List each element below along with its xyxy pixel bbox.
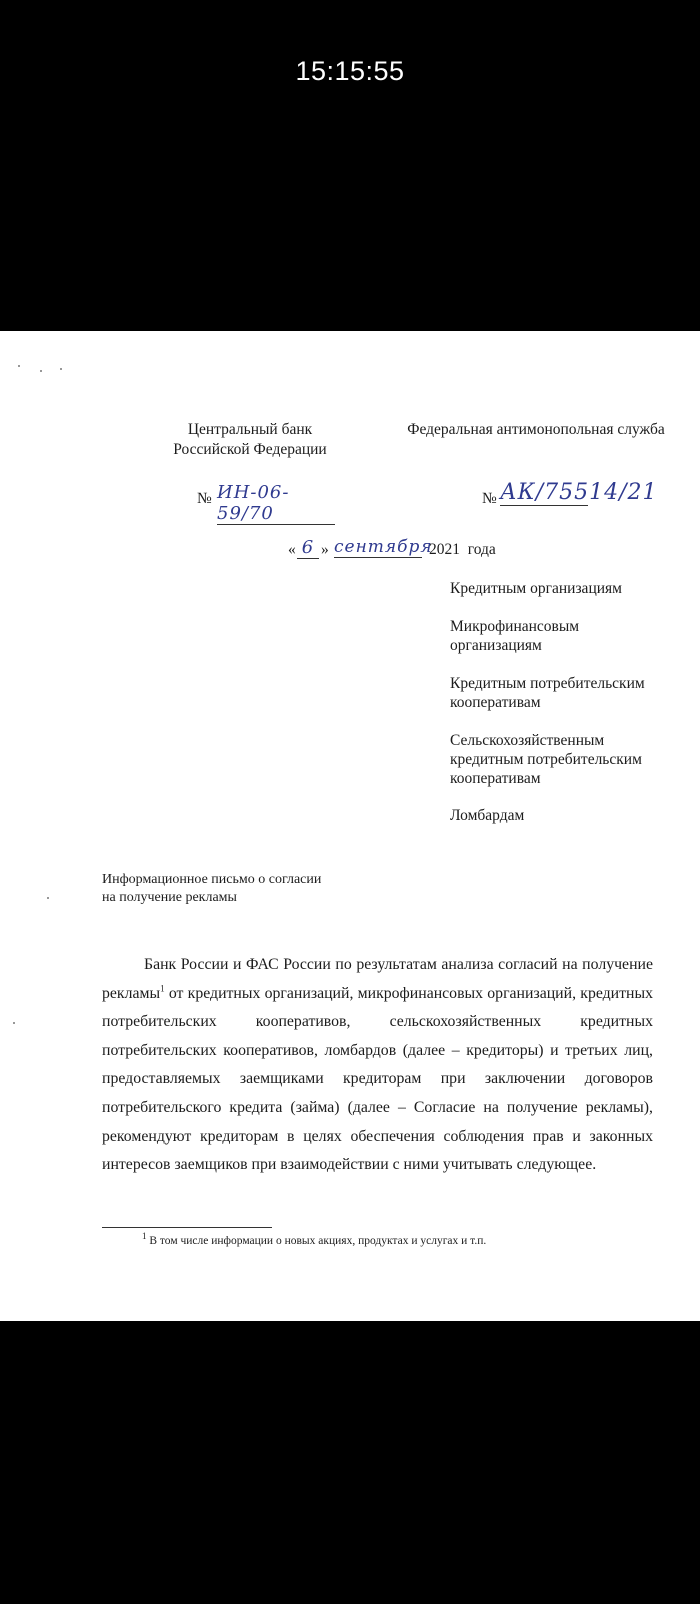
recipient-microfinance — [450, 617, 579, 655]
body-text-before-footnote: Банк России и ФАС России по результатам анализа согласий на получение рекламы — [102, 956, 653, 1002]
document-date — [288, 537, 528, 565]
recipient-pawnshops — [450, 806, 524, 825]
body-paragraph — [102, 951, 653, 1180]
recipient-line: Сельскохозяйственным — [450, 732, 605, 749]
footnote-reference: 1 — [160, 983, 165, 994]
right-organization-header: Федеральная антимонопольная служба — [407, 421, 665, 438]
left-org-line-1: Центральный банк — [187, 421, 313, 438]
document-page — [0, 331, 700, 1321]
recipient-line: кооперативам — [450, 694, 541, 711]
right-number-handwritten: АК/75514/21 — [500, 480, 658, 505]
scan-speck — [13, 1022, 15, 1024]
footnote-separator — [102, 1227, 272, 1228]
number-sign: № — [197, 490, 212, 507]
footnote-number: 1 — [142, 1231, 147, 1242]
footnote — [142, 1231, 662, 1247]
left-org-line-2: Российской Федерации — [173, 441, 327, 458]
date-year: 2021 года — [429, 541, 496, 558]
recipient-credit-cooperatives — [450, 674, 645, 712]
date-open-quote: « — [288, 541, 296, 558]
letter-body — [102, 951, 653, 1180]
recipient-line: Кредитным организациям — [450, 580, 622, 597]
date-day-handwritten: 6 — [297, 537, 319, 559]
scan-speck — [18, 365, 20, 367]
left-organization-header — [150, 420, 350, 460]
right-document-number — [482, 478, 662, 514]
recipient-line: Микрофинансовым — [450, 618, 580, 635]
letter-subject — [102, 871, 362, 907]
body-text-after-footnote: от кредитных организаций, микрофинансовых организаций, кредитных потребительских кооперативов, сельскохозяйственных кредитных потребительских кооперативов, ломбардов (далее – кредиторы) и третьих лиц, предоставляемых заемщиками кредиторам при заключении договоров потребительского кредита (займа) (далее – Согласие на получение рекламы), рекомендуют кредиторам в целях обеспечения соблюдения прав и законных интересов заемщиков при взаимодействии с ними учитывать следующее. — [102, 984, 653, 1174]
scan-speck — [40, 370, 42, 372]
subject-line: на получение рекламы — [102, 890, 237, 905]
scan-speck — [47, 897, 49, 899]
number-sign: № — [482, 490, 497, 507]
date-month-handwritten: сентября — [334, 537, 433, 557]
recipient-line: организациям — [450, 637, 542, 654]
recipient-agricultural-cooperatives — [450, 731, 642, 788]
scan-speck — [60, 368, 62, 370]
date-close-quote: » — [321, 541, 329, 558]
recipient-line: Кредитным потребительским — [450, 675, 645, 692]
subject-line: Информационное письмо о согласии — [102, 872, 322, 887]
footnote-text: В том числе информации о новых акциях, продуктах и услугах и т.п. — [146, 1235, 487, 1247]
recipient-line: кооперативам — [450, 770, 541, 787]
status-bar-time: 15:15:55 — [295, 56, 405, 86]
recipient-credit-organizations — [450, 579, 622, 598]
recipient-line: Ломбардам — [450, 807, 525, 824]
left-document-number — [197, 482, 347, 524]
recipient-line: кредитным потребительским — [450, 751, 642, 768]
left-number-handwritten: ИН-06-59/70 — [217, 482, 335, 525]
